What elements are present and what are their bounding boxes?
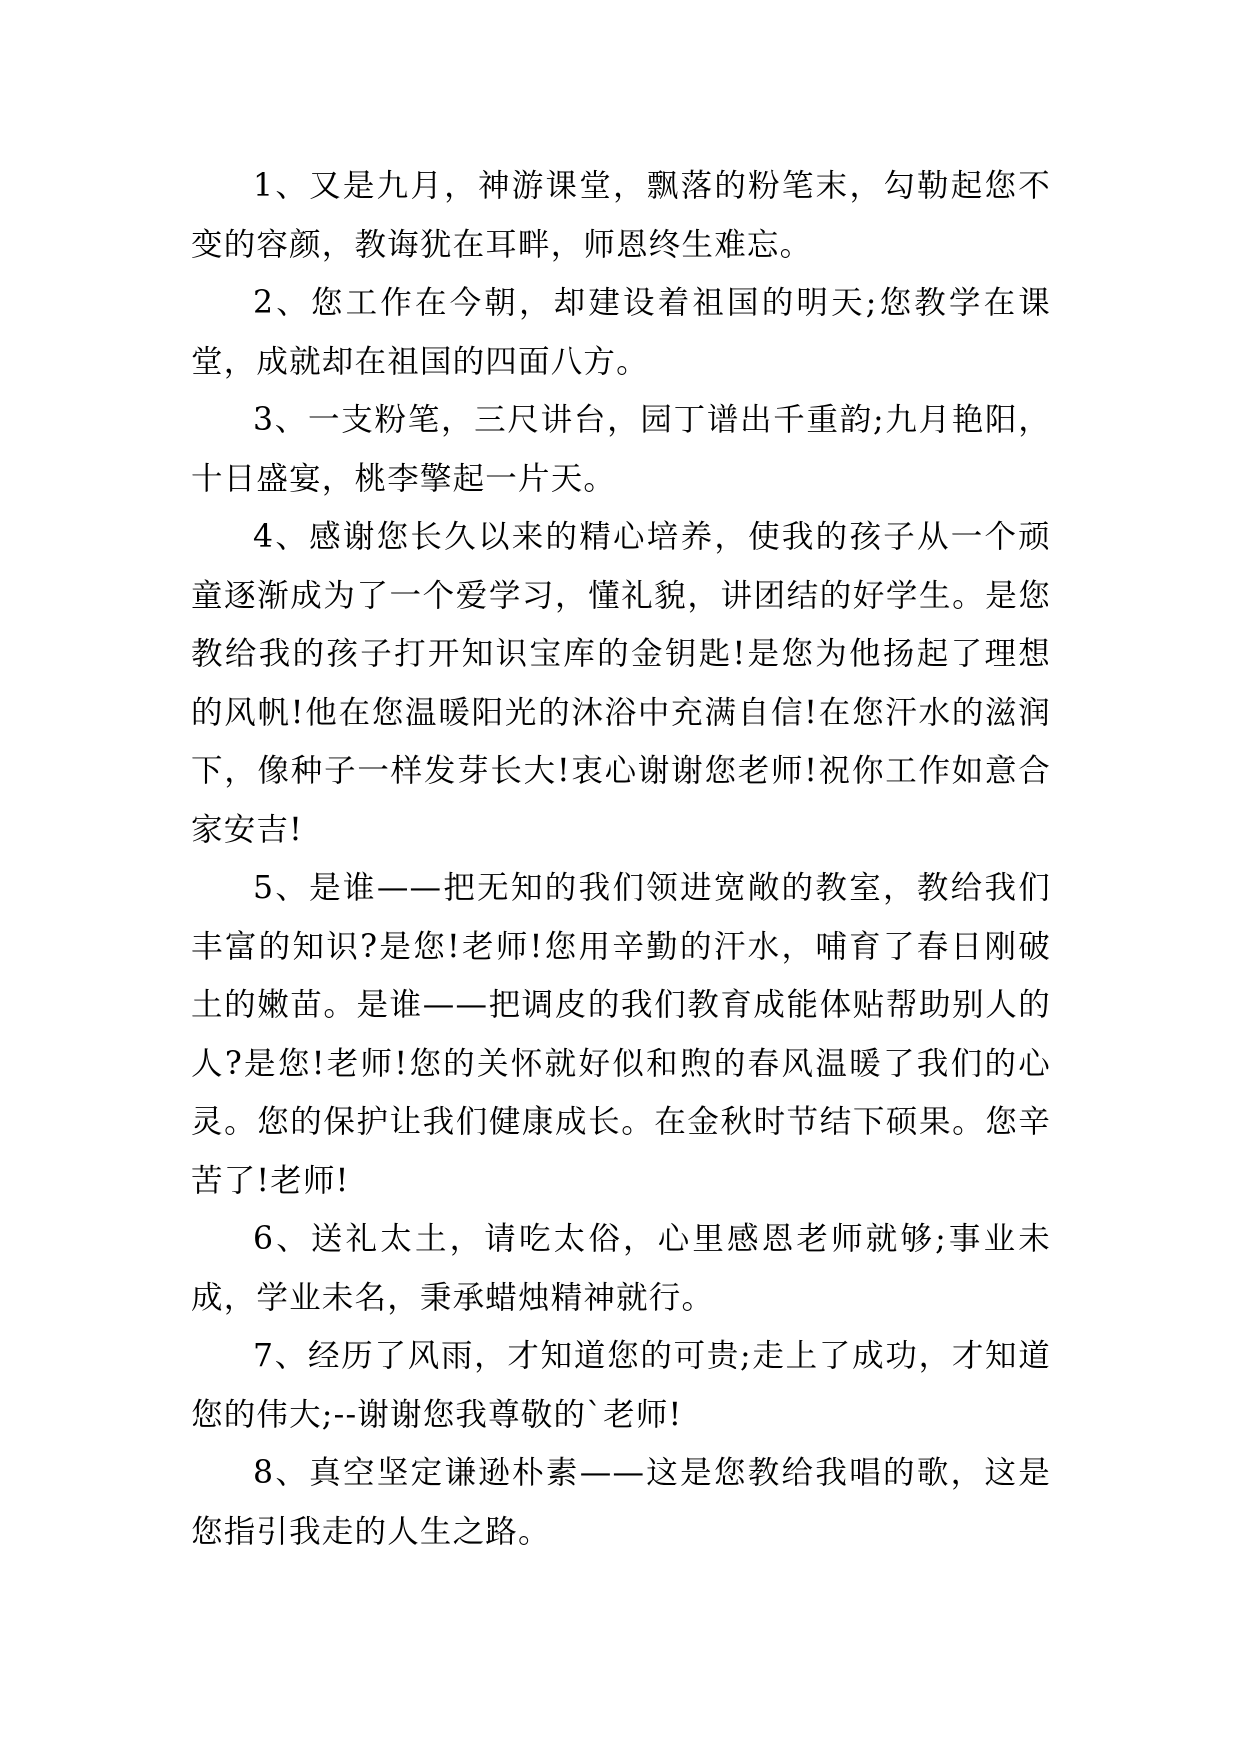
- paragraph-6: 6、送礼太土，请吃太俗，心里感恩老师就够;事业未成，学业未名，秉承蜡烛精神就行。: [191, 1221, 1051, 1316]
- paragraph-4: 4、感谢您长久以来的精心培养，使我的孩子从一个顽童逐渐成为了一个爱学习，懂礼貌，讲团结的好学生。是您教给我的孩子打开知识宝库的金钥匙!是您为他扬起了理想的风帆!他在您温暖阳光的沐浴中充满自信!在您汗水的滋润下，像种子一样发芽长大!衷心谢谢您老师!祝你工作如意合家安吉!: [191, 519, 1051, 848]
- document-body: [191, 157, 1051, 1561]
- paragraph-2: 2、您工作在今朝，却建设着祖国的明天;您教学在课堂，成就却在祖国的四面八方。: [191, 285, 1051, 380]
- paragraph-5: 5、是谁——把无知的我们领进宽敞的教室，教给我们丰富的知识?是您!老师!您用辛勤的汗水，哺育了春日刚破土的嫩苗。是谁——把调皮的我们教育成能体贴帮助别人的人?是您!老师!您的关怀就好似和煦的春风温暖了我们的心灵。您的保护让我们健康成长。在金秋时节结下硕果。您辛苦了!老师!: [191, 870, 1051, 1199]
- paragraph-8: 8、真空坚定谦逊朴素——这是您教给我唱的歌，这是您指引我走的人生之路。: [191, 1455, 1051, 1550]
- paragraph-7: 7、经历了风雨，才知道您的可贵;走上了成功，才知道您的伟大;--谢谢您我尊敬的`老师!: [191, 1338, 1051, 1433]
- paragraph-3: 3、一支粉笔，三尺讲台，园丁谱出千重韵;九月艳阳，十日盛宴，桃李擎起一片天。: [191, 402, 1051, 497]
- paragraph-1: 1、又是九月，神游课堂，飘落的粉笔末，勾勒起您不变的容颜，教诲犹在耳畔，师恩终生难忘。: [191, 168, 1051, 263]
